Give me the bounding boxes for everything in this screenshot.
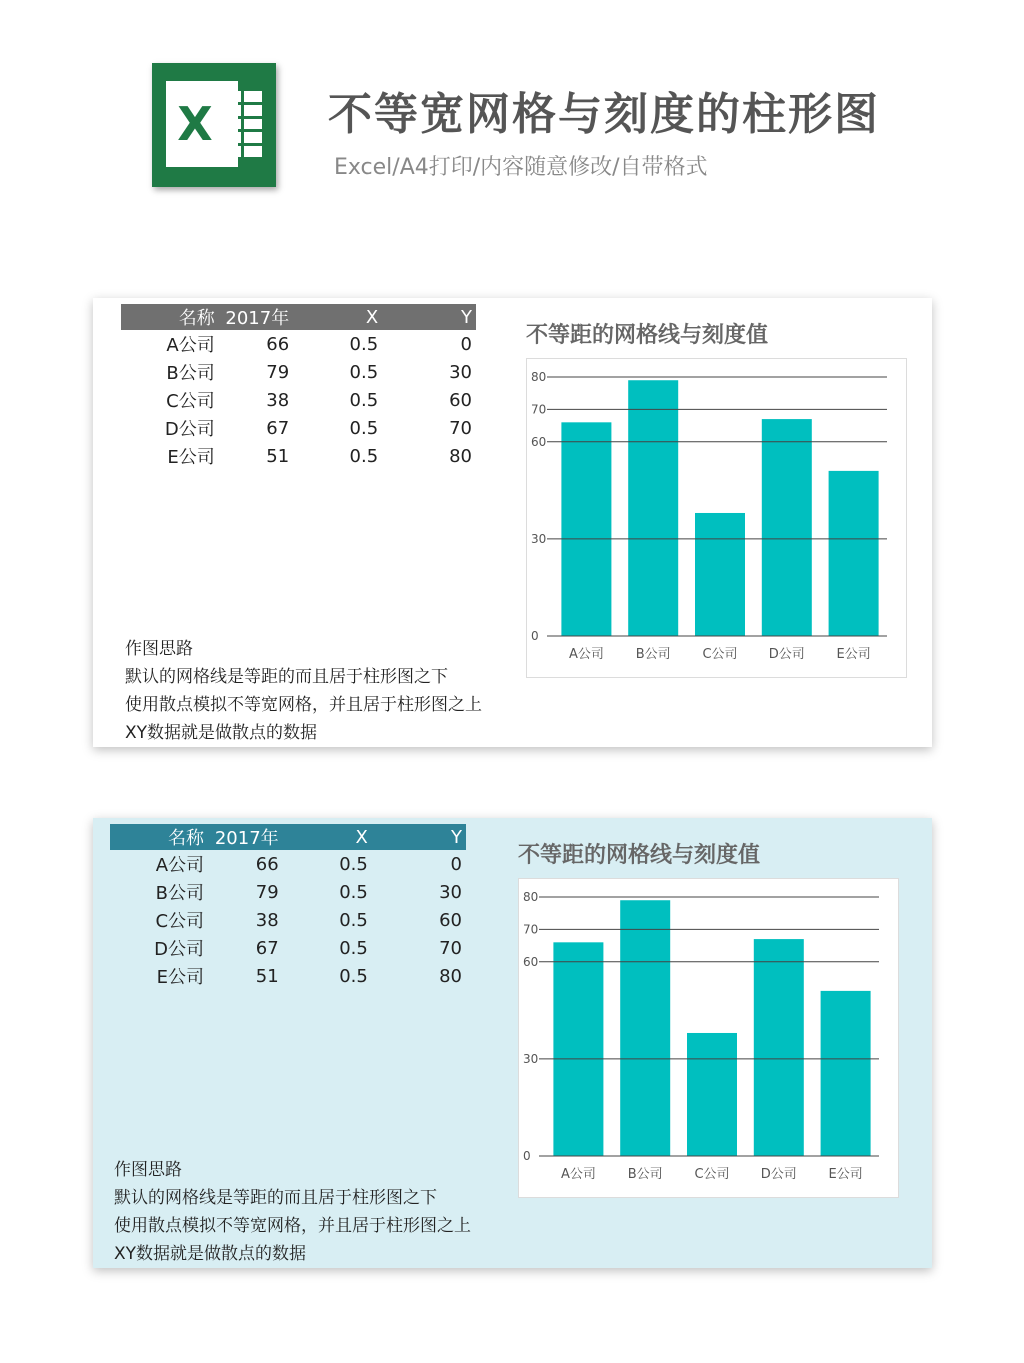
cell-name[interactable]: A公司 xyxy=(166,335,215,356)
y-tick-label: 0 xyxy=(523,1149,531,1163)
bar xyxy=(620,900,670,1156)
header-name: 名称 xyxy=(110,824,204,850)
logo-grid xyxy=(222,91,262,157)
cell-value[interactable]: 66 xyxy=(255,853,279,875)
bar xyxy=(687,1033,737,1156)
bar xyxy=(553,942,603,1156)
cell-value[interactable]: 51 xyxy=(266,445,290,467)
cell-x[interactable]: 0.5 xyxy=(339,909,368,931)
notes-heading: 作图思路 xyxy=(114,1160,182,1180)
cell-value[interactable]: 38 xyxy=(266,389,290,411)
x-tick-label: C公司 xyxy=(702,647,738,662)
cell-x[interactable]: 0.5 xyxy=(339,853,368,875)
page-title: 不等宽网格与刻度的柱形图 xyxy=(328,89,880,140)
x-tick-label: B公司 xyxy=(635,647,671,662)
chart-panel-1 xyxy=(93,298,932,747)
table-row xyxy=(121,442,476,470)
x-tick-label: E公司 xyxy=(836,647,871,662)
y-tick-label: 70 xyxy=(531,402,547,417)
x-tick-label: D公司 xyxy=(760,1167,797,1182)
page-subtitle: Excel/A4打印/内容随意修改/自带格式 xyxy=(334,155,708,180)
cell-name[interactable]: B公司 xyxy=(166,363,215,384)
chart-area[interactable] xyxy=(518,878,899,1198)
x-tick-label: E公司 xyxy=(828,1167,863,1182)
y-tick-label: 70 xyxy=(523,922,539,937)
chart-title: 不等距的网格线与刻度值 xyxy=(526,323,769,348)
header-name: 名称 xyxy=(121,304,215,330)
table-row xyxy=(121,358,476,386)
bar xyxy=(829,471,879,636)
bar-chart xyxy=(519,879,898,1197)
cell-name[interactable]: B公司 xyxy=(155,883,205,904)
cell-value[interactable]: 67 xyxy=(255,937,279,959)
table-row xyxy=(121,386,476,414)
table-row xyxy=(110,906,466,934)
table-header-row xyxy=(110,824,466,850)
cell-value[interactable]: 67 xyxy=(266,417,290,439)
data-table xyxy=(121,304,476,470)
x-tick-label: D公司 xyxy=(768,647,805,662)
cell-y[interactable]: 80 xyxy=(439,965,462,987)
chart-title: 不等距的网格线与刻度值 xyxy=(518,843,761,868)
chart-area[interactable] xyxy=(526,358,907,678)
cell-x[interactable]: 0.5 xyxy=(339,881,368,903)
cell-y[interactable]: 30 xyxy=(449,361,472,383)
cell-name[interactable]: D公司 xyxy=(164,419,215,440)
cell-name[interactable]: E公司 xyxy=(156,967,205,988)
cell-value[interactable]: 38 xyxy=(255,909,279,931)
notes-line: XY数据就是做散点的数据 xyxy=(114,1244,307,1264)
notes-line: 默认的网格线是等距的而且居于柱形图之下 xyxy=(125,667,448,687)
notes-heading: 作图思路 xyxy=(125,639,193,659)
cell-x[interactable]: 0.5 xyxy=(349,333,379,355)
chart-panel-2 xyxy=(93,818,932,1268)
cell-name[interactable]: E公司 xyxy=(167,447,215,468)
cell-y[interactable]: 80 xyxy=(449,445,472,467)
cell-y[interactable]: 0 xyxy=(450,853,462,875)
table-row xyxy=(110,962,466,990)
y-tick-label: 30 xyxy=(523,1051,539,1066)
data-table xyxy=(110,824,466,990)
notes-block xyxy=(114,1156,471,1268)
notes-line: 使用散点模拟不等宽网格，并且居于柱形图之上 xyxy=(114,1216,471,1236)
table-header-row xyxy=(121,304,476,330)
cell-name[interactable]: D公司 xyxy=(154,939,205,960)
bar xyxy=(561,422,611,636)
cell-x[interactable]: 0.5 xyxy=(349,361,379,383)
cell-x[interactable]: 0.5 xyxy=(349,417,379,439)
header-y: Y xyxy=(378,304,476,330)
cell-value[interactable]: 66 xyxy=(266,333,290,355)
notes-line: XY数据就是做散点的数据 xyxy=(125,723,318,743)
table-row xyxy=(110,878,466,906)
cell-x[interactable]: 0.5 xyxy=(339,965,368,987)
bar xyxy=(695,513,745,636)
x-tick-label: A公司 xyxy=(560,1167,596,1182)
cell-y[interactable]: 30 xyxy=(439,881,462,903)
x-tick-label: B公司 xyxy=(627,1167,663,1182)
bar xyxy=(821,991,871,1156)
cell-value[interactable]: 51 xyxy=(255,965,279,987)
bar xyxy=(754,939,804,1156)
y-tick-label: 0 xyxy=(531,629,539,643)
cell-y[interactable]: 0 xyxy=(460,333,472,355)
logo-letter: X xyxy=(177,97,213,151)
bar xyxy=(762,419,812,636)
cell-x[interactable]: 0.5 xyxy=(349,389,379,411)
y-tick-label: 60 xyxy=(531,434,547,449)
cell-name[interactable]: A公司 xyxy=(155,855,205,876)
header-year: 2017年 xyxy=(215,304,290,330)
cell-name[interactable]: C公司 xyxy=(155,911,205,932)
bar-chart xyxy=(527,359,906,677)
excel-logo-icon xyxy=(152,63,276,187)
header-x: X xyxy=(289,304,378,330)
cell-y[interactable]: 70 xyxy=(449,417,472,439)
y-tick-label: 30 xyxy=(531,531,547,546)
cell-y[interactable]: 60 xyxy=(439,909,462,931)
cell-y[interactable]: 60 xyxy=(449,389,472,411)
table-row xyxy=(121,414,476,442)
table-row xyxy=(121,330,476,358)
table-row xyxy=(110,850,466,878)
bar xyxy=(628,380,678,636)
header-year: 2017年 xyxy=(204,824,279,850)
x-tick-label: A公司 xyxy=(568,647,604,662)
y-tick-label: 60 xyxy=(523,954,539,969)
cell-y[interactable]: 70 xyxy=(439,937,462,959)
header-y: Y xyxy=(368,824,466,850)
y-tick-label: 80 xyxy=(523,890,539,904)
notes-line: 使用散点模拟不等宽网格，并且居于柱形图之上 xyxy=(125,695,482,715)
cell-x[interactable]: 0.5 xyxy=(339,937,368,959)
table-row xyxy=(110,934,466,962)
x-tick-label: C公司 xyxy=(694,1167,730,1182)
y-tick-label: 80 xyxy=(531,370,547,384)
notes-line: 默认的网格线是等距的而且居于柱形图之下 xyxy=(114,1188,437,1208)
header-x: X xyxy=(279,824,368,850)
cell-name[interactable]: C公司 xyxy=(166,391,215,412)
cell-value[interactable]: 79 xyxy=(266,361,290,383)
cell-x[interactable]: 0.5 xyxy=(349,445,379,467)
notes-block xyxy=(125,635,482,747)
cell-value[interactable]: 79 xyxy=(255,881,279,903)
